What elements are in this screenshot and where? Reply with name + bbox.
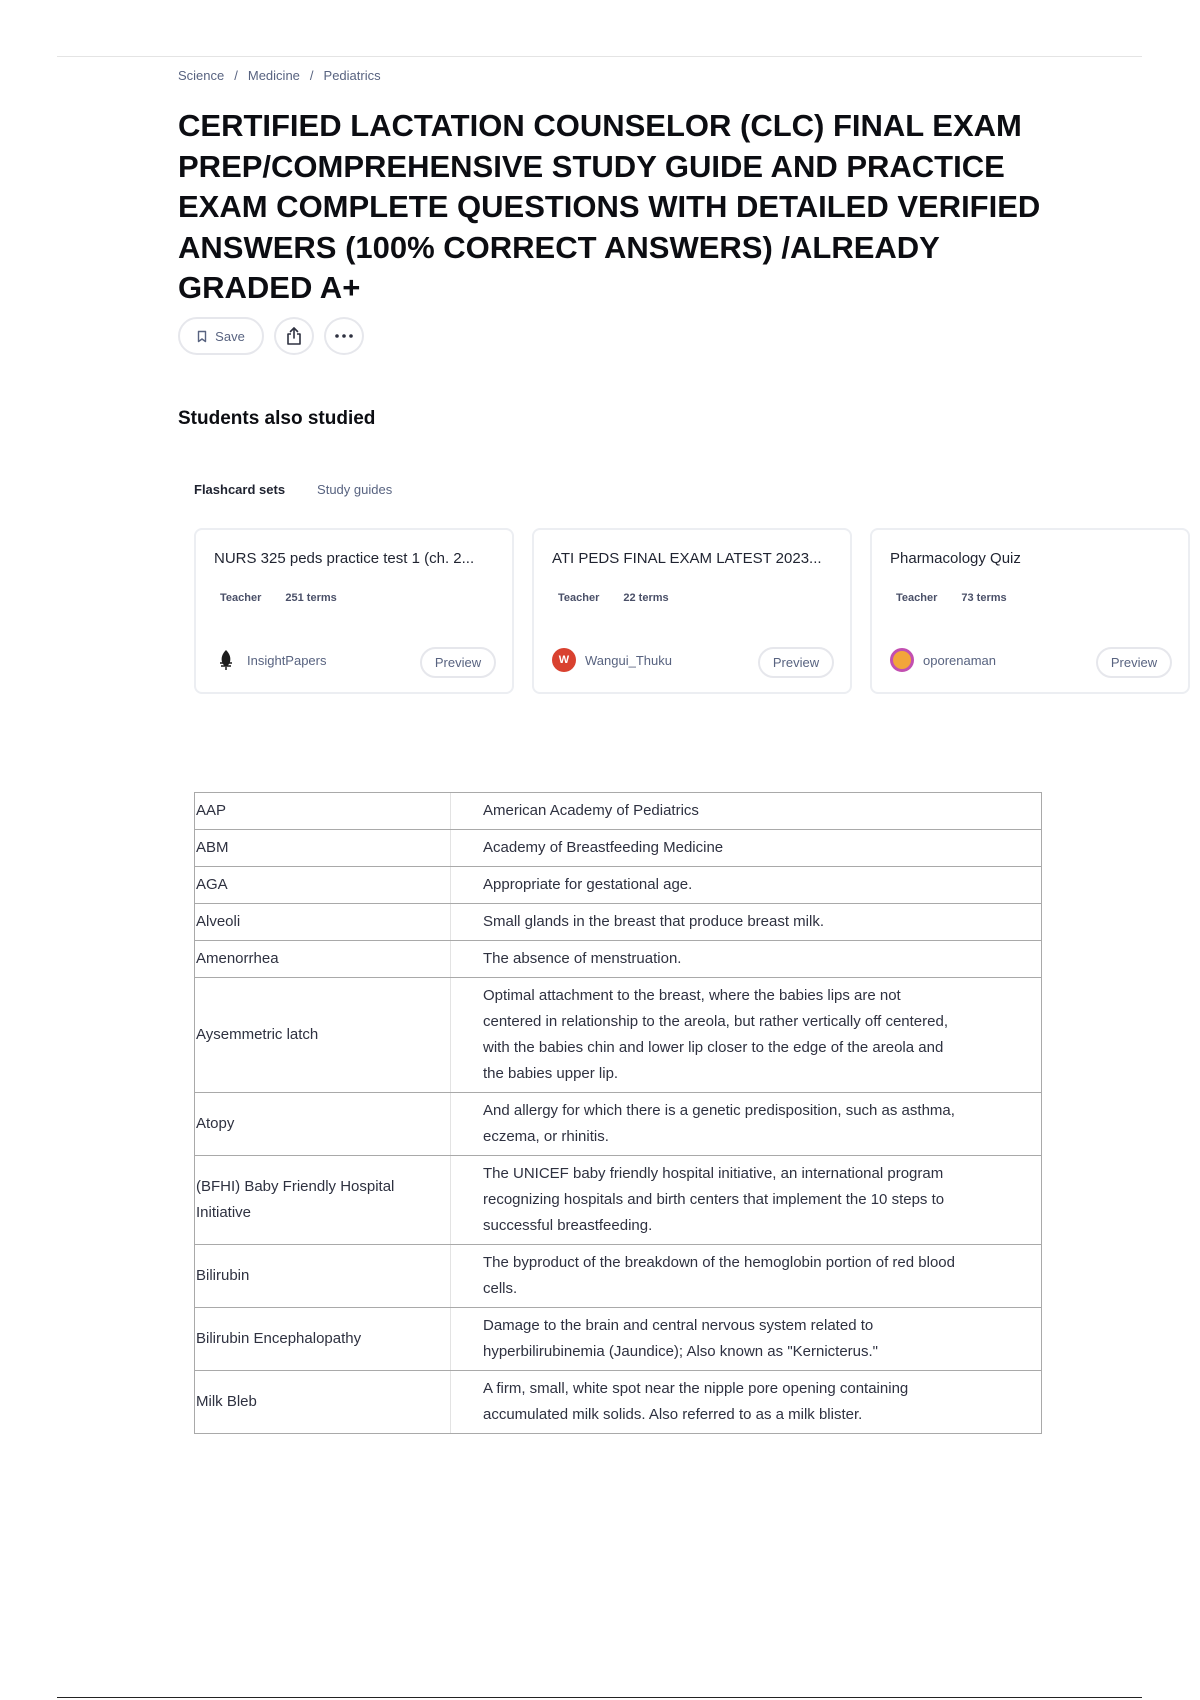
definition-cell: A firm, small, white spot near the nipple pore opening containing accumulated milk solids. Also referred to as a milk blister.: [451, 1371, 1042, 1434]
table-row: [195, 1156, 1042, 1245]
term-cell: Amenorrhea: [195, 941, 451, 978]
study-set-card[interactable]: [870, 528, 1190, 694]
breadcrumb-item-pediatrics[interactable]: Pediatrics: [323, 68, 381, 83]
card-meta: [220, 592, 337, 604]
card-author[interactable]: [552, 648, 672, 672]
breadcrumb: [178, 68, 381, 83]
bottom-divider: [57, 1697, 1142, 1698]
top-divider: [57, 56, 1142, 57]
card-author-name: Wangui_Thuku: [585, 652, 672, 668]
card-role-badge: Teacher: [896, 592, 938, 604]
card-term-count: 22 terms: [623, 592, 669, 604]
card-term-count: 251 terms: [285, 592, 337, 604]
share-button[interactable]: [274, 317, 314, 355]
term-cell: Bilirubin Encephalopathy: [195, 1308, 451, 1371]
term-cell: Alveoli: [195, 904, 451, 941]
study-set-carousel: [194, 528, 1158, 696]
avatar: [890, 648, 914, 672]
card-meta: [558, 592, 669, 604]
share-icon: [285, 326, 303, 346]
table-row: [195, 830, 1042, 867]
preview-button[interactable]: Preview: [1096, 647, 1172, 678]
table-row: [195, 1093, 1042, 1156]
term-cell: Bilirubin: [195, 1245, 451, 1308]
study-set-card[interactable]: [194, 528, 514, 694]
card-title[interactable]: Pharmacology Quiz: [890, 550, 1021, 567]
action-bar: [178, 317, 364, 355]
card-author-name: InsightPapers: [247, 652, 327, 668]
card-author-name: oporenaman: [923, 652, 996, 668]
card-author[interactable]: [214, 648, 327, 672]
table-row: [195, 1308, 1042, 1371]
page-title: CERTIFIED LACTATION COUNSELOR (CLC) FINAL EXAM PREP/COMPREHENSIVE STUDY GUIDE AND PRACTICE EXAM COMPLETE QUESTIONS WITH DETAILED VERIFIED ANSWERS (100% CORRECT ANSWERS) /ALREADY GRADED A+: [178, 108, 1041, 305]
preview-button[interactable]: Preview: [758, 647, 834, 678]
table-row: [195, 904, 1042, 941]
table-row: [195, 793, 1042, 830]
definition-cell: Appropriate for gestational age.: [451, 867, 1042, 904]
term-cell: Atopy: [195, 1093, 451, 1156]
avatar: W: [552, 648, 576, 672]
study-tabs: [194, 482, 392, 497]
table-row: [195, 941, 1042, 978]
term-cell: AAP: [195, 793, 451, 830]
definition-cell: American Academy of Pediatrics: [451, 793, 1042, 830]
term-cell: Aysemmetric latch: [195, 978, 451, 1093]
card-role-badge: Teacher: [558, 592, 600, 604]
more-dots-icon: [334, 333, 354, 339]
definition-cell: Academy of Breastfeeding Medicine: [451, 830, 1042, 867]
card-meta: [896, 592, 1007, 604]
save-button-label: Save: [215, 328, 245, 344]
avatar: [214, 648, 238, 672]
definition-cell: Damage to the brain and central nervous system related to hyperbilirubinemia (Jaundice); Also known as "Kernicterus.": [451, 1308, 1042, 1371]
card-title[interactable]: NURS 325 peds practice test 1 (ch. 2...: [214, 550, 475, 567]
feather-logo-icon: [216, 649, 236, 671]
definition-cell: Optimal attachment to the breast, where the babies lips are not centered in relationship to the areola, but rather vertically off centered, with the babies chin and lower lip closer to the edge of the areola and the babies upper lip.: [451, 978, 1042, 1093]
bookmark-icon: [197, 330, 207, 343]
definition-cell: And allergy for which there is a genetic predisposition, such as asthma, eczema, or rhinitis.: [451, 1093, 1042, 1156]
card-role-badge: Teacher: [220, 592, 262, 604]
table-row: [195, 978, 1042, 1093]
more-options-button[interactable]: [324, 317, 364, 355]
preview-button[interactable]: Preview: [420, 647, 496, 678]
definition-cell: The absence of menstruation.: [451, 941, 1042, 978]
definition-cell: The byproduct of the breakdown of the hemoglobin portion of red blood cells.: [451, 1245, 1042, 1308]
study-set-card[interactable]: [532, 528, 852, 694]
definition-cell: Small glands in the breast that produce breast milk.: [451, 904, 1042, 941]
term-cell: (BFHI) Baby Friendly Hospital Initiative: [195, 1156, 451, 1245]
card-title[interactable]: ATI PEDS FINAL EXAM LATEST 2023...: [552, 550, 822, 567]
save-button[interactable]: [178, 317, 264, 355]
term-cell: Milk Bleb: [195, 1371, 451, 1434]
breadcrumb-separator: /: [234, 68, 238, 83]
students-also-studied-heading: Students also studied: [178, 408, 376, 429]
breadcrumb-separator: /: [309, 68, 314, 83]
tab-flashcard-sets[interactable]: Flashcard sets: [194, 482, 286, 497]
table-row: [195, 867, 1042, 904]
table-row: [195, 1371, 1042, 1434]
glossary-table: [194, 792, 1042, 1434]
term-cell: ABM: [195, 830, 451, 867]
table-row: [195, 1245, 1042, 1308]
breadcrumb-item-medicine[interactable]: Medicine: [247, 68, 300, 83]
card-author[interactable]: [890, 648, 996, 672]
term-cell: AGA: [195, 867, 451, 904]
breadcrumb-item-science[interactable]: Science: [178, 68, 225, 83]
card-term-count: 73 terms: [961, 592, 1007, 604]
tab-study-guides[interactable]: Study guides: [317, 482, 393, 497]
definition-cell: The UNICEF baby friendly hospital initiative, an international program recognizing hospitals and birth centers that implement the 10 steps to successful breastfeeding.: [451, 1156, 1042, 1245]
